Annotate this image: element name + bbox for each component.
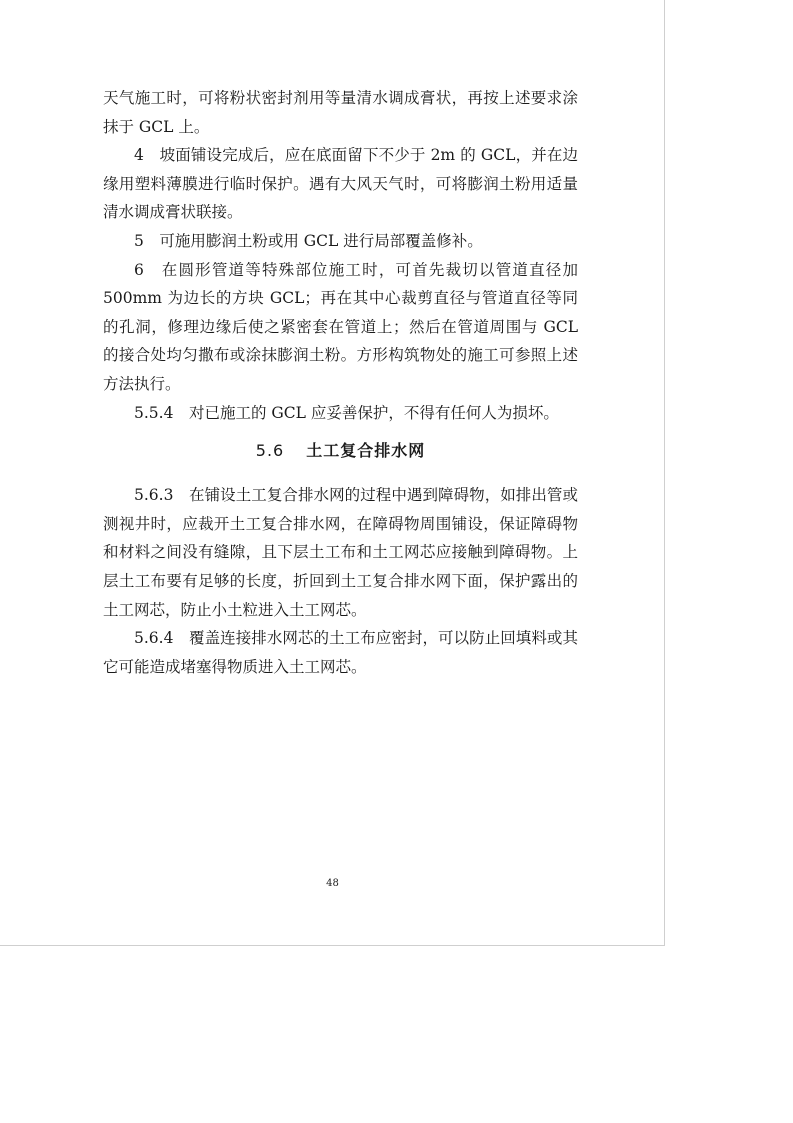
section-heading — [103, 437, 578, 465]
paragraph-item-5: 5 可施用膨润土粉或用 GCL 进行局部覆盖修补。 — [134, 231, 483, 250]
body-text — [103, 84, 578, 681]
paragraph-continuation: 天气施工时，可将粉状密封剂用等量清水调成膏状，再按上述要求涂抹于 GCL 上。 — [103, 89, 578, 136]
section-number: 5.6 — [255, 441, 285, 461]
paragraph-5-6-4: 5.6.4 覆盖连接排水网芯的土工布应密封，可以防止回填料或其它可能造成堵塞得物质进入土工网芯。 — [103, 629, 578, 676]
paragraph-item-6: 6 在圆形管道等特殊部位施工时，可首先裁切以管道直径加 500mm 为边长的方块 GCL；再在其中心裁剪直径与管道直径等同的孔洞，修理边缘后使之紧密套在管道上；然后在管道周围与 GCL 的接合处均匀撒布或涂抹膨润土粉。方形构筑物处的施工可参照上述方法执行。 — [103, 260, 578, 393]
section-title: 土工复合排水网 — [306, 441, 426, 461]
paragraph-5-6-3: 5.6.3 在铺设土工复合排水网的过程中遇到障碍物，如排出管或测视井时，应裁开土工复合排水网，在障碍物周围铺设，保证障碍物和材料之间没有缝隙，且下层土工布和土工网芯应接触到障碍物。上层土工布要有足够的长度，折回到土工复合排水网下面，保护露出的土工网芯，防止小土粒进入土工网芯。 — [103, 486, 578, 619]
paragraph-5-5-4: 5.5.4 对已施工的 GCL 应妥善保护，不得有任何人为损坏。 — [134, 403, 559, 422]
paragraph-item-4: 4 坡面铺设完成后，应在底面留下不少于 2m 的 GCL，并在边缘用塑料薄膜进行临时保护。遇有大风天气时，可将膨润土粉用适量清水调成膏状联接。 — [103, 146, 578, 222]
page-number: 48 — [326, 878, 339, 889]
